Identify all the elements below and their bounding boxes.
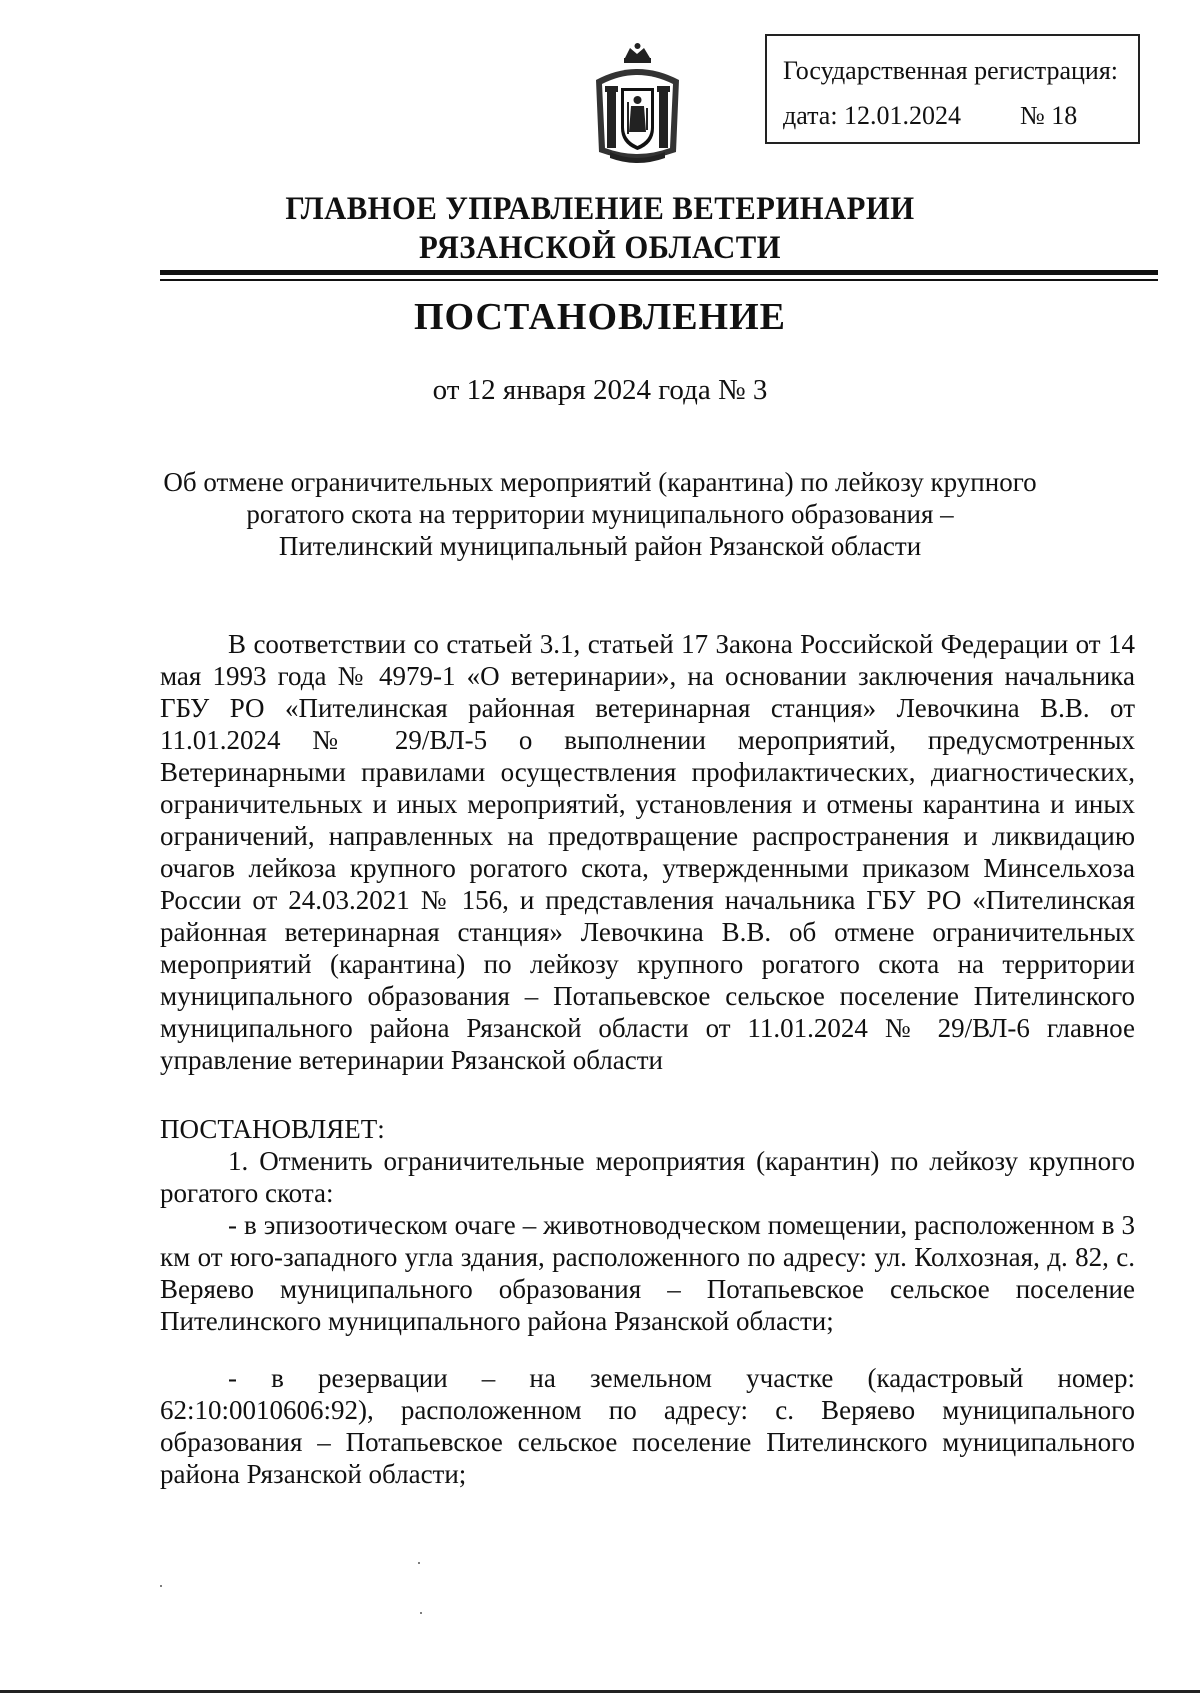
header-rule-thin (160, 279, 1158, 281)
document-type: ПОСТАНОВЛЕНИЕ (413, 296, 787, 338)
header-rule-thick (160, 270, 1158, 275)
bullet-item-2 (160, 1362, 1135, 1490)
preamble-text: В соответствии со статьей 3.1, статьей 17 Закона Российской Федерации от 14 мая 1993 года № 4979-1 «О ветеринарии», на основании заключения начальника ГБУ РО «Пителинская районная ветеринарная станция» Левочкина В.В. от 11.01.2024 № 29/ВЛ-5 о выполнении мероприятий, предусмотренных Ветеринарными правилами осуществления профилактических, диагностических, ограничительных и иных мероприятий, установления и отмены карантина и иных ограничений, направленных на предотвращение распространения и ликвидацию очагов лейкоза крупного рогатого скота, утвержденными приказом Минсельхоза России от 24.03.2021 № 156, и представления начальника ГБУ РО «Пителинская районная ветеринарная станция» Левочкина В.В. об отмене ограничительных мероприятий (карантина) по лейкозу крупного рогатого скота на территории муниципального образования – Потапьевское сельское поселение Пителинского муниципального района Рязанской области от 11.01.2024 № 29/ВЛ-6 главное управление ветеринарии Рязанской области (160, 629, 1135, 1075)
coat-of-arms-icon (590, 40, 685, 170)
document-date-number: от 12 января 2024 года № 3 (432, 374, 768, 406)
subject-line: Об отмене ограничительных мероприятий (карантина) по лейкозу крупного (163, 467, 1037, 497)
resolves-label: ПОСТАНОВЛЯЕТ: (160, 1114, 385, 1144)
subject-line: рогатого скота на территории муниципального образования – (246, 499, 954, 529)
subject-line: Пителинский муниципальный район Рязанской области (278, 531, 922, 561)
bullet-item-2-text: - в резервации – на земельном участке (кадастровый номер: 62:10:0010606:92), расположенном по адресу: с. Веряево муниципального образования – Потапьевское сельское поселение Пителинского муниципального района Рязанской области; (160, 1363, 1135, 1489)
document-subject (150, 466, 1050, 562)
bullet-item-1 (160, 1209, 1135, 1337)
registration-number: № 18 (1020, 101, 1078, 130)
item-1 (160, 1145, 1135, 1209)
item-1-text: 1. Отменить ограничительные мероприятия (карантин) по лейкозу крупного рогатого скота: (160, 1146, 1135, 1208)
resolves-label-block (160, 1113, 1135, 1145)
registration-box (765, 34, 1140, 144)
scan-edge-line (0, 1690, 1200, 1693)
bullet-item-1-text: - в эпизоотическом очаге – животноводческом помещении, расположенном в 3 км от юго-западного угла здания, расположенного по адресу: ул. Колхозная, д. 82, с. Веряево муниципального образования – Потапьевское сельское поселение Пителинского муниципального района Рязанской области; (160, 1210, 1135, 1336)
scan-dot (418, 1562, 420, 1564)
scan-dot (160, 1585, 162, 1587)
preamble-paragraph (160, 628, 1135, 1076)
org-name-line2: РЯЗАНСКОЙ ОБЛАСТИ (418, 230, 782, 266)
registration-title: Государственная регистрация: (783, 56, 1119, 85)
scan-dot (420, 1612, 422, 1614)
registration-date: дата: 12.01.2024 (783, 101, 962, 130)
org-name-line1: ГЛАВНОЕ УПРАВЛЕНИЕ ВЕТЕРИНАРИИ (285, 191, 915, 227)
